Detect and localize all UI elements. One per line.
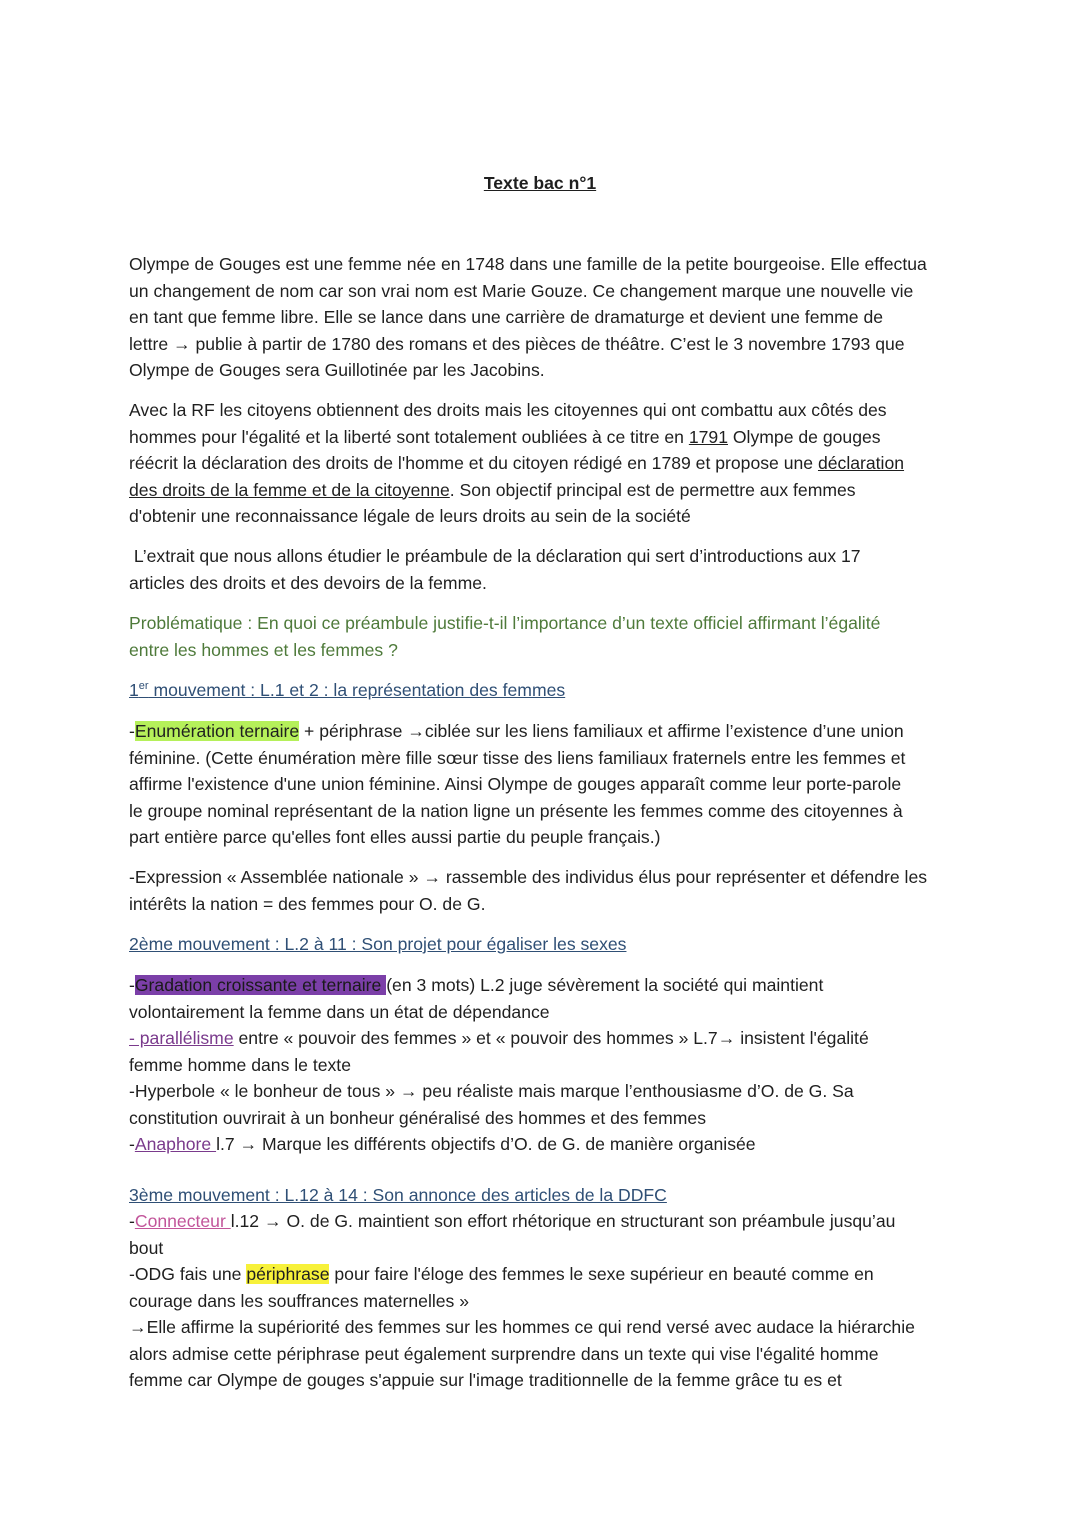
text-line: →Elle affirme la supériorité des femmes sur les hommes ce qui rend versé avec audace la hiérarchie (129, 1317, 915, 1337)
movement-2-heading: 2ème mouvement : L.2 à 11 : Son projet pour égaliser les sexes (129, 934, 627, 954)
declaration-underline: déclaration (817, 453, 905, 473)
text-line: L’extrait que nous allons étudier le préambule de la déclaration qui sert d’introductions aux 17 (129, 546, 861, 566)
text-line: féminine. (Cette énumération mère fille sœur tisse des liens familiaux fraternels entre les femmes et (129, 747, 906, 768)
problematique (129, 610, 959, 663)
year-1791: 1791 (688, 426, 728, 447)
highlight-gradation: Gradation croissante et ternaire (134, 975, 387, 995)
movement-1-point-b (129, 864, 959, 917)
text-line: Problématique : En quoi ce préambule justifie-t-il l’importance d’un texte officiel affirmant l’égalité (129, 613, 881, 633)
text-line: Olympe de Gouges sera Guillotinée par les Jacobins. (129, 360, 545, 380)
movement-1-point-a (129, 718, 959, 851)
text-line: volontairement la femme dans un état de dépendance (129, 1001, 550, 1022)
text-line: courage dans les souffrances maternelles » (129, 1290, 470, 1311)
text-line: -ODG fais une périphrase pour faire l'éloge des femmes le sexe supérieur en beauté comme en (129, 1264, 874, 1284)
text-line: en tant que femme libre. Elle se lance dans une carrière de dramaturge et devient une femme de (129, 307, 884, 327)
text-line: -Connecteur l.12 → O. de G. maintient son effort rhétorique en structurant son préambule jusqu’au (129, 1211, 896, 1231)
text-line: des droits de la femme et de la citoyenne. Son objectif principal est de permettre aux femmes (129, 479, 856, 500)
text-line: -Gradation croissante et ternaire (en 3 mots) L.2 juge sévèrement la société qui maintient (129, 975, 824, 995)
text-line: femme homme dans le texte (129, 1054, 351, 1075)
text-line: articles des droits et des devoirs de la femme. (129, 572, 487, 593)
text-line: -Enumération ternaire + périphrase →ciblée sur les liens familiaux et affirme l’existence d’une union (129, 721, 904, 741)
intro-paragraph (129, 251, 959, 384)
text-line: constitution ouvrirait à un bonheur généralisé des hommes et des femmes (129, 1107, 706, 1128)
text-line: le groupe nominal représentant de la nation ligne un présente les femmes comme des citoyennes à (129, 800, 903, 821)
text-line: hommes pour l'égalité et la liberté sont totalement oubliées à ce titre en 1791 Olympe de gouges (129, 426, 881, 447)
movement-1-heading: 1er mouvement : L.1 et 2 : la représentation des femmes (129, 680, 566, 700)
highlight-periphrase: périphrase (246, 1264, 330, 1284)
text-line: Olympe de Gouges est une femme née en 1748 dans une famille de la petite bourgeoise. Elle effectua (129, 254, 927, 274)
context-paragraph (129, 397, 959, 530)
text-line: -Expression « Assemblée nationale » → rassemble des individus élus pour représenter et défendre les (129, 867, 928, 887)
term-parallelisme: - parallélisme (129, 1028, 234, 1048)
text-line: -Hyperbole « le bonheur de tous » → peu réaliste mais marque l’enthousiasme d’O. de G. Sa (129, 1081, 854, 1101)
highlight-enumeration: Enumération ternaire (134, 721, 300, 741)
text-line: part entière parce qu'elles font elles aussi partie du peuple français.) (129, 827, 661, 847)
text-line: - parallélisme entre « pouvoir des femmes » et « pouvoir des hommes » L.7→ insistent l'égalité (129, 1028, 869, 1048)
term-connecteur: Connecteur (134, 1211, 231, 1231)
text-line: intérêts la nation = des femmes pour O. de G. (129, 893, 486, 914)
declaration-title-underline: des droits de la femme et de la citoyenne (129, 479, 450, 500)
text-line: Avec la RF les citoyens obtiennent des droits mais les citoyennes qui ont combattu aux côtés des (129, 400, 887, 420)
movement-3-points (129, 1208, 959, 1394)
text-line: réécrit la déclaration des droits de l'homme et du citoyen rédigé en 1789 et propose une déclaration (129, 453, 905, 473)
term-anaphore: Anaphore (134, 1134, 217, 1154)
page-title: Texte bac n°1 (483, 173, 597, 193)
extract-paragraph (129, 543, 959, 596)
text-line: lettre → publie à partir de 1780 des romans et des pièces de théâtre. C’est le 3 novembre 1793 que (129, 333, 905, 354)
text-line: affirme l'existence d'une union féminine. Ainsi Olympe de gouges apparaît comme leur porte-parole (129, 774, 902, 794)
movement-3-heading: 3ème mouvement : L.12 à 14 : Son annonce des articles de la DDFC (129, 1185, 667, 1205)
text-line: entre les hommes et les femmes ? (129, 639, 398, 660)
text-line: bout (129, 1237, 164, 1258)
text-line: alors admise cette périphrase peut également surprendre dans un texte qui vise l'égalité homme (129, 1343, 879, 1364)
text-line: d'obtenir une reconnaissance légale de leurs droits au sein de la société (129, 506, 691, 526)
text-line: un changement de nom car son vrai nom est Marie Gouze. Ce changement marque une nouvelle vie (129, 280, 914, 301)
movement-2-points (129, 972, 959, 1158)
text-line: -Anaphore l.7 → Marque les différents objectifs d’O. de G. de manière organisée (129, 1134, 756, 1154)
text-line: femme car Olympe de gouges s'appuie sur l'image traditionnelle de la femme grâce tu es et (129, 1370, 842, 1390)
